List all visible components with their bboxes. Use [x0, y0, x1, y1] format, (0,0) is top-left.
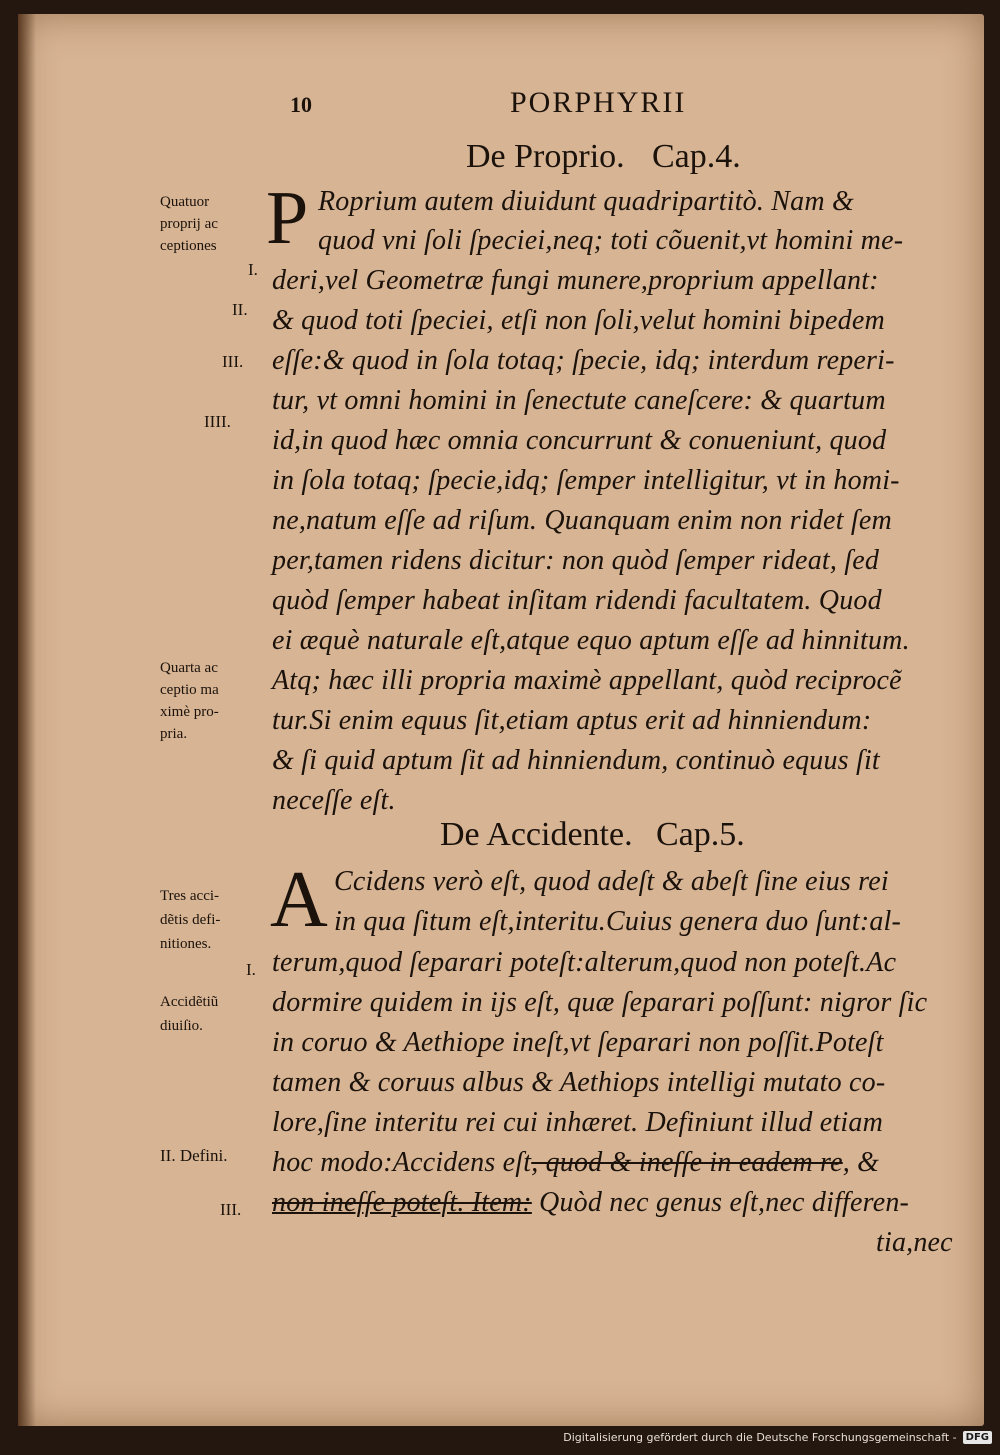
- ch4-margin-num-1: I.: [248, 260, 258, 279]
- ch5-margin-num-2: II. Defini.: [160, 1146, 228, 1165]
- ch4-line-14: tur.Si enim equus ſit,etiam aptus erit ad hinniendum:: [272, 705, 872, 736]
- ch4-line-5: eſſe:& quod in ſola totaq; ſpecie, idq; interdum reperi-: [272, 345, 895, 376]
- running-head: PORPHYRII: [510, 86, 687, 119]
- ch5-line-3: terum,quod ſeparari poteſt:alterum,quod non poteſt.Ac: [272, 947, 897, 978]
- ch5-line-1: Ccidens verò eſt, quod adeſt & abeſt ſine eius rei: [334, 866, 889, 897]
- ch4-line-12: ei æquè naturale eſt,atque equo aptum eſſe ad hinnitum.: [272, 625, 910, 656]
- ch4-margin-note-2b: ceptio ma: [160, 682, 219, 698]
- ch5-line-7: lore,ſine interitu rei cui inhæret. Definiunt illud etiam: [272, 1107, 883, 1138]
- ch5-line-8-end: , &: [842, 1147, 880, 1178]
- ch5-line-8-start: hoc modo:Accidens eſt: [272, 1147, 532, 1178]
- ch4-margin-note-1b: proprij ac: [160, 216, 218, 232]
- chapter-5-title: De Accidente.: [440, 816, 633, 853]
- ch5-margin-note-1b: dẽtis defi-: [160, 912, 221, 928]
- ch5-line-8: [272, 1147, 879, 1179]
- ch4-line-10: per,tamen ridens dicitur: non quòd ſemper rideat, ſed: [272, 545, 880, 576]
- funding-credit: Digitalisierung gefördert durch die Deutsche Forschungsgemeinschaft -: [563, 1430, 957, 1444]
- ch5-margin-note-2b: diuiſio.: [160, 1018, 203, 1034]
- ch5-margin-note-2a: Accidẽtiũ: [160, 994, 219, 1010]
- ch5-line-8-struck: , quod & ineſſe in eadem re: [531, 1147, 843, 1178]
- ch5-line-2: in qua ſitum eſt,interitu.Cuius genera duo ſunt:al-: [334, 906, 902, 937]
- page-header: [0, 86, 1000, 126]
- ch4-line-2: quod vni ſoli ſpeciei,neq; toti cõuenit,vt homini me-: [318, 225, 904, 256]
- ch5-margin-note-1c: nitiones.: [160, 936, 212, 952]
- ch4-line-15: & ſi quid aptum ſit ad hinniendum, continuò equus ſit: [272, 745, 880, 776]
- page-gutter-shadow: [18, 14, 36, 1426]
- dfg-logo: DFG: [963, 1431, 992, 1444]
- ch4-margin-num-3: III.: [222, 352, 244, 371]
- chapter-4-title: De Proprio.: [466, 138, 625, 175]
- ch5-line-9-struck: non ineſſe poteſt. Item:: [272, 1187, 532, 1218]
- chapter-5-cap: Cap.5.: [656, 816, 745, 853]
- ch4-line-11: quòd ſemper habeat inſitam ridendi facultatem. Quod: [272, 585, 882, 616]
- ch4-margin-note-2d: pria.: [160, 726, 188, 742]
- ch4-line-6: tur, vt omni homini in ſenectute caneſcere: & quartum: [272, 385, 886, 416]
- ch5-line-5: in coruo & Aethiope ineſt,vt ſeparari non poſſit.Poteſt: [272, 1027, 884, 1058]
- digitization-footer: [563, 1427, 992, 1447]
- ch4-line-16: neceſſe eſt.: [272, 785, 396, 816]
- ch4-margin-note-1a: Quatuor: [160, 194, 210, 210]
- ch4-margin-num-2: II.: [232, 300, 248, 319]
- chapter-4-cap: Cap.4.: [652, 138, 741, 175]
- chapter-4-drop-cap: P: [266, 176, 309, 260]
- ch4-margin-note-2c: ximè pro-: [160, 704, 219, 720]
- ch5-line-10: tia,nec: [876, 1227, 953, 1258]
- ch4-line-8: in ſola totaq; ſpecie,idq; ſemper intelligitur, vt in homi-: [272, 465, 900, 496]
- ch5-line-6: tamen & coruus albus & Aethiops intelligi mutato co-: [272, 1067, 886, 1098]
- ch4-line-9: ne,natum eſſe ad riſum. Quanquam enim non ridet ſem: [272, 505, 892, 536]
- ch5-line-9-rest: Quòd nec genus eſt,nec differen-: [531, 1187, 910, 1218]
- ch5-line-9: [272, 1187, 909, 1219]
- ch5-margin-note-1a: Tres acci-: [160, 888, 220, 904]
- ch4-line-4: & quod toti ſpeciei, etſi non ſoli,velut homini bipedem: [272, 305, 885, 336]
- page-number: 10: [290, 92, 312, 117]
- ch4-margin-note-1c: ceptiones: [160, 238, 217, 254]
- ch5-margin-num-1: I.: [246, 960, 256, 979]
- ch4-line-1: Roprium autem diuidunt quadripartitò. Nam &: [318, 186, 854, 217]
- chapter-5-drop-cap: A: [270, 856, 328, 944]
- ch5-line-4: dormire quidem in ijs eſt, quæ ſeparari poſſunt: nigror ſic: [272, 987, 928, 1018]
- ch4-line-3: deri,vel Geometræ fungi munere,proprium appellant:: [272, 265, 879, 296]
- ch4-line-13: Atq; hæc illi propria maximè appellant, quòd reciprocẽ: [272, 665, 902, 696]
- ch4-margin-num-4: IIII.: [204, 412, 231, 431]
- ch5-margin-num-3: III.: [220, 1200, 242, 1219]
- ch4-margin-note-2a: Quarta ac: [160, 660, 218, 676]
- ch4-line-7: id,in quod hæc omnia concurrunt & conueniunt, quod: [272, 425, 887, 456]
